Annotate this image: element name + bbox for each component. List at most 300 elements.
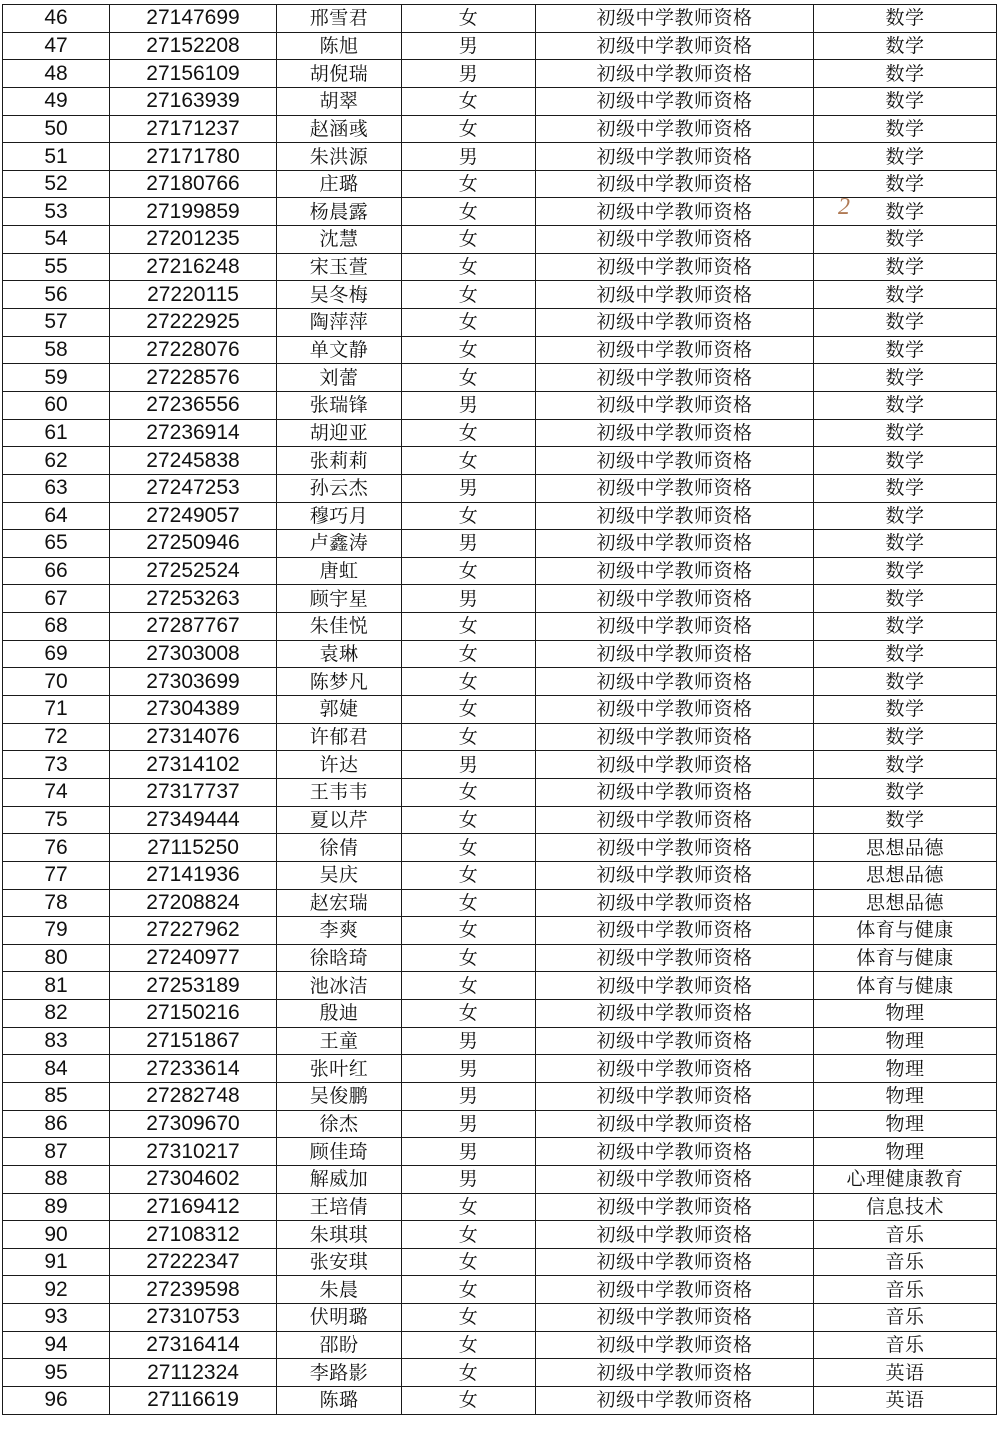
candidate-id-cell: 27245838: [110, 447, 277, 475]
subject-cell: 数学: [814, 32, 997, 60]
table-row: [3, 364, 997, 392]
gender-cell: 女: [402, 336, 536, 364]
gender-cell: 女: [402, 917, 536, 945]
gender-cell: 男: [402, 1138, 536, 1166]
qualification-cell: 初级中学教师资格: [536, 115, 814, 143]
qualification-cell: 初级中学教师资格: [536, 391, 814, 419]
candidate-name-cell: 许达: [277, 751, 402, 779]
candidate-id-cell: 27116619: [110, 1387, 277, 1415]
qualification-cell: 初级中学教师资格: [536, 309, 814, 337]
row-number-cell: 82: [3, 1000, 110, 1028]
row-number-cell: 80: [3, 944, 110, 972]
candidate-name-cell: 邵盼: [277, 1331, 402, 1359]
candidate-name-cell: 张瑞锋: [277, 391, 402, 419]
table-row: [3, 723, 997, 751]
subject-cell: 数学: [814, 253, 997, 281]
row-number-cell: 88: [3, 1165, 110, 1193]
qualification-cell: 初级中学教师资格: [536, 1082, 814, 1110]
table-row: [3, 1331, 997, 1359]
candidate-id-cell: 27316414: [110, 1331, 277, 1359]
candidate-name-cell: 顾宇星: [277, 585, 402, 613]
gender-cell: 女: [402, 1193, 536, 1221]
subject-cell: 数学: [814, 5, 997, 33]
subject-cell: 数学: [814, 336, 997, 364]
qualification-cell: 初级中学教师资格: [536, 944, 814, 972]
candidate-name-cell: 夏以芹: [277, 806, 402, 834]
qualification-cell: 初级中学教师资格: [536, 502, 814, 530]
subject-cell: 数学: [814, 502, 997, 530]
candidate-name-cell: 张莉莉: [277, 447, 402, 475]
row-number-cell: 78: [3, 889, 110, 917]
candidate-id-cell: 27236556: [110, 391, 277, 419]
gender-cell: 女: [402, 419, 536, 447]
table-row: [3, 1193, 997, 1221]
subject-cell: 数学: [814, 751, 997, 779]
row-number-cell: 48: [3, 60, 110, 88]
qualification-cell: 初级中学教师资格: [536, 613, 814, 641]
candidate-name-cell: 许郁君: [277, 723, 402, 751]
candidate-name-cell: 吴庆: [277, 861, 402, 889]
qualification-cell: 初级中学教师资格: [536, 1331, 814, 1359]
candidate-id-cell: 27282748: [110, 1082, 277, 1110]
row-number-cell: 72: [3, 723, 110, 751]
subject-cell: 音乐: [814, 1221, 997, 1249]
table-row: [3, 640, 997, 668]
row-number-cell: 69: [3, 640, 110, 668]
row-number-cell: 73: [3, 751, 110, 779]
subject-cell: 音乐: [814, 1331, 997, 1359]
gender-cell: 男: [402, 1027, 536, 1055]
candidate-id-cell: 27249057: [110, 502, 277, 530]
gender-cell: 女: [402, 861, 536, 889]
candidate-name-cell: 王培倩: [277, 1193, 402, 1221]
gender-cell: 女: [402, 1248, 536, 1276]
gender-cell: 女: [402, 1331, 536, 1359]
subject-cell: 数学: [814, 668, 997, 696]
row-number-cell: 71: [3, 696, 110, 724]
table-row: [3, 778, 997, 806]
table-row: [3, 447, 997, 475]
subject-cell: 数学: [814, 87, 997, 115]
row-number-cell: 63: [3, 474, 110, 502]
qualification-cell: 初级中学教师资格: [536, 1387, 814, 1415]
candidate-name-cell: 顾佳琦: [277, 1138, 402, 1166]
candidate-name-cell: 朱晨: [277, 1276, 402, 1304]
qualification-cell: 初级中学教师资格: [536, 253, 814, 281]
table-row: [3, 281, 997, 309]
gender-cell: 男: [402, 1165, 536, 1193]
gender-cell: 女: [402, 281, 536, 309]
table-row: [3, 502, 997, 530]
gender-cell: 女: [402, 613, 536, 641]
candidate-id-cell: 27304389: [110, 696, 277, 724]
gender-cell: 女: [402, 834, 536, 862]
candidate-name-cell: 吴俊鹏: [277, 1082, 402, 1110]
row-number-cell: 87: [3, 1138, 110, 1166]
subject-cell: 英语: [814, 1359, 997, 1387]
subject-cell: 数学: [814, 640, 997, 668]
candidate-name-cell: 王童: [277, 1027, 402, 1055]
candidate-id-cell: 27317737: [110, 778, 277, 806]
subject-cell: 数学: [814, 613, 997, 641]
row-number-cell: 81: [3, 972, 110, 1000]
gender-cell: 女: [402, 309, 536, 337]
table-row: [3, 1000, 997, 1028]
candidate-name-cell: 吴冬梅: [277, 281, 402, 309]
candidate-name-cell: 池冰洁: [277, 972, 402, 1000]
gender-cell: 女: [402, 944, 536, 972]
candidate-id-cell: 27247253: [110, 474, 277, 502]
qualification-cell: 初级中学教师资格: [536, 889, 814, 917]
candidate-id-cell: 27303699: [110, 668, 277, 696]
candidate-id-cell: 27169412: [110, 1193, 277, 1221]
row-number-cell: 59: [3, 364, 110, 392]
row-number-cell: 54: [3, 226, 110, 254]
subject-cell: 信息技术: [814, 1193, 997, 1221]
gender-cell: 女: [402, 889, 536, 917]
gender-cell: 女: [402, 502, 536, 530]
row-number-cell: 91: [3, 1248, 110, 1276]
qualification-cell: 初级中学教师资格: [536, 723, 814, 751]
row-number-cell: 52: [3, 170, 110, 198]
candidate-id-cell: 27222925: [110, 309, 277, 337]
qualification-cell: 初级中学教师资格: [536, 1055, 814, 1083]
table-row: [3, 419, 997, 447]
row-number-cell: 55: [3, 253, 110, 281]
row-number-cell: 89: [3, 1193, 110, 1221]
qualification-cell: 初级中学教师资格: [536, 1193, 814, 1221]
row-number-cell: 67: [3, 585, 110, 613]
gender-cell: 女: [402, 115, 536, 143]
subject-cell: 数学: [814, 60, 997, 88]
subject-cell: 体育与健康: [814, 944, 997, 972]
table-row: [3, 972, 997, 1000]
candidate-name-cell: 唐虹: [277, 557, 402, 585]
gender-cell: 女: [402, 1276, 536, 1304]
table-row: [3, 1027, 997, 1055]
subject-cell: 数学: [814, 447, 997, 475]
subject-cell: 物理: [814, 1082, 997, 1110]
subject-cell: 心理健康教育: [814, 1165, 997, 1193]
subject-cell: 数学: [814, 143, 997, 171]
gender-cell: 女: [402, 198, 536, 226]
row-number-cell: 76: [3, 834, 110, 862]
candidate-id-cell: 27310753: [110, 1304, 277, 1332]
qualification-cell: 初级中学教师资格: [536, 5, 814, 33]
candidate-name-cell: 陈梦凡: [277, 668, 402, 696]
subject-cell: 体育与健康: [814, 972, 997, 1000]
row-number-cell: 70: [3, 668, 110, 696]
table-row: [3, 696, 997, 724]
subject-cell: 音乐: [814, 1276, 997, 1304]
gender-cell: 女: [402, 226, 536, 254]
candidate-name-cell: 赵涵彧: [277, 115, 402, 143]
candidate-id-cell: 27201235: [110, 226, 277, 254]
candidate-id-cell: 27287767: [110, 613, 277, 641]
candidate-id-cell: 27152208: [110, 32, 277, 60]
qualification-cell: 初级中学教师资格: [536, 1221, 814, 1249]
table-row: [3, 917, 997, 945]
candidate-id-cell: 27303008: [110, 640, 277, 668]
table-row: [3, 32, 997, 60]
candidate-name-cell: 沈慧: [277, 226, 402, 254]
gender-cell: 男: [402, 1110, 536, 1138]
candidate-name-cell: 解威加: [277, 1165, 402, 1193]
gender-cell: 男: [402, 474, 536, 502]
candidate-name-cell: 朱琪琪: [277, 1221, 402, 1249]
qualification-cell: 初级中学教师资格: [536, 87, 814, 115]
qualification-cell: 初级中学教师资格: [536, 170, 814, 198]
subject-cell: 物理: [814, 1055, 997, 1083]
row-number-cell: 47: [3, 32, 110, 60]
qualification-cell: 初级中学教师资格: [536, 1359, 814, 1387]
candidate-name-cell: 孙云杰: [277, 474, 402, 502]
gender-cell: 男: [402, 585, 536, 613]
qualification-cell: 初级中学教师资格: [536, 226, 814, 254]
table-row: [3, 253, 997, 281]
gender-cell: 女: [402, 170, 536, 198]
gender-cell: 女: [402, 1221, 536, 1249]
subject-cell: 音乐: [814, 1248, 997, 1276]
candidate-name-cell: 徐杰: [277, 1110, 402, 1138]
table-row: [3, 1276, 997, 1304]
qualification-cell: 初级中学教师资格: [536, 834, 814, 862]
row-number-cell: 79: [3, 917, 110, 945]
table-row: [3, 1359, 997, 1387]
subject-cell: 数学: [814, 364, 997, 392]
row-number-cell: 86: [3, 1110, 110, 1138]
candidate-id-cell: 27151867: [110, 1027, 277, 1055]
subject-cell: 物理: [814, 1000, 997, 1028]
table-row: [3, 474, 997, 502]
candidate-name-cell: 朱洪源: [277, 143, 402, 171]
qualification-cell: 初级中学教师资格: [536, 1304, 814, 1332]
qualification-cell: 初级中学教师资格: [536, 1248, 814, 1276]
subject-cell: 数学: [814, 723, 997, 751]
row-number-cell: 58: [3, 336, 110, 364]
candidate-id-cell: 27171780: [110, 143, 277, 171]
row-number-cell: 75: [3, 806, 110, 834]
subject-cell: 数学: [814, 696, 997, 724]
subject-cell: 思想品德: [814, 861, 997, 889]
gender-cell: 女: [402, 778, 536, 806]
gender-cell: 女: [402, 640, 536, 668]
table-row: [3, 115, 997, 143]
row-number-cell: 92: [3, 1276, 110, 1304]
gender-cell: 女: [402, 696, 536, 724]
row-number-cell: 50: [3, 115, 110, 143]
table-row: [3, 751, 997, 779]
row-number-cell: 62: [3, 447, 110, 475]
row-number-cell: 96: [3, 1387, 110, 1415]
candidate-name-cell: 王韦韦: [277, 778, 402, 806]
candidate-name-cell: 胡倪瑞: [277, 60, 402, 88]
row-number-cell: 46: [3, 5, 110, 33]
candidate-id-cell: 27253263: [110, 585, 277, 613]
subject-cell: 思想品德: [814, 834, 997, 862]
candidate-name-cell: 李爽: [277, 917, 402, 945]
gender-cell: 男: [402, 751, 536, 779]
table-row: [3, 5, 997, 33]
row-number-cell: 84: [3, 1055, 110, 1083]
candidate-name-cell: 单文静: [277, 336, 402, 364]
table-row: [3, 889, 997, 917]
table-row: [3, 226, 997, 254]
candidate-name-cell: 张安琪: [277, 1248, 402, 1276]
subject-cell: 数学: [814, 530, 997, 558]
qualification-cell: 初级中学教师资格: [536, 1000, 814, 1028]
qualification-cell: 初级中学教师资格: [536, 1276, 814, 1304]
candidate-name-cell: 伏明璐: [277, 1304, 402, 1332]
page-mark: 2: [838, 194, 850, 220]
candidate-id-cell: 27349444: [110, 806, 277, 834]
qualification-cell: 初级中学教师资格: [536, 640, 814, 668]
table-row: [3, 1248, 997, 1276]
candidate-id-cell: 27227962: [110, 917, 277, 945]
candidate-id-cell: 27309670: [110, 1110, 277, 1138]
gender-cell: 女: [402, 723, 536, 751]
row-number-cell: 83: [3, 1027, 110, 1055]
candidate-name-cell: 卢鑫涛: [277, 530, 402, 558]
gender-cell: 女: [402, 972, 536, 1000]
subject-cell: 数学: [814, 198, 997, 226]
candidate-name-cell: 陈旭: [277, 32, 402, 60]
gender-cell: 女: [402, 1387, 536, 1415]
table-row: [3, 1055, 997, 1083]
table-row: [3, 1165, 997, 1193]
qualification-cell: 初级中学教师资格: [536, 972, 814, 1000]
subject-cell: 数学: [814, 419, 997, 447]
candidate-id-cell: 27314076: [110, 723, 277, 751]
table-row: [3, 585, 997, 613]
candidate-id-cell: 27252524: [110, 557, 277, 585]
row-number-cell: 85: [3, 1082, 110, 1110]
qualification-cell: 初级中学教师资格: [536, 364, 814, 392]
candidate-name-cell: 袁琳: [277, 640, 402, 668]
qualification-cell: 初级中学教师资格: [536, 281, 814, 309]
qualification-cell: 初级中学教师资格: [536, 419, 814, 447]
row-number-cell: 93: [3, 1304, 110, 1332]
table-row: [3, 944, 997, 972]
subject-cell: 英语: [814, 1387, 997, 1415]
row-number-cell: 68: [3, 613, 110, 641]
candidate-id-cell: 27310217: [110, 1138, 277, 1166]
candidate-id-cell: 27115250: [110, 834, 277, 862]
row-number-cell: 51: [3, 143, 110, 171]
gender-cell: 男: [402, 60, 536, 88]
candidate-name-cell: 陈璐: [277, 1387, 402, 1415]
table-row: [3, 1221, 997, 1249]
candidate-id-cell: 27108312: [110, 1221, 277, 1249]
subject-cell: 物理: [814, 1110, 997, 1138]
qualification-cell: 初级中学教师资格: [536, 143, 814, 171]
qualification-cell: 初级中学教师资格: [536, 806, 814, 834]
candidate-name-cell: 徐晗琦: [277, 944, 402, 972]
table-row: [3, 557, 997, 585]
subject-cell: 物理: [814, 1138, 997, 1166]
qualification-cell: 初级中学教师资格: [536, 1138, 814, 1166]
candidate-name-cell: 胡翠: [277, 87, 402, 115]
qualification-cell: 初级中学教师资格: [536, 447, 814, 475]
candidate-name-cell: 胡迎亚: [277, 419, 402, 447]
candidate-id-cell: 27228576: [110, 364, 277, 392]
table-row: [3, 143, 997, 171]
qualification-cell: 初级中学教师资格: [536, 60, 814, 88]
table-row: [3, 806, 997, 834]
candidate-name-cell: 刘蕾: [277, 364, 402, 392]
gender-cell: 女: [402, 1304, 536, 1332]
candidate-id-cell: 27216248: [110, 253, 277, 281]
gender-cell: 男: [402, 1055, 536, 1083]
table-row: [3, 87, 997, 115]
gender-cell: 男: [402, 1082, 536, 1110]
candidate-id-cell: 27147699: [110, 5, 277, 33]
candidate-id-cell: 27208824: [110, 889, 277, 917]
row-number-cell: 56: [3, 281, 110, 309]
row-number-cell: 57: [3, 309, 110, 337]
candidate-id-cell: 27253189: [110, 972, 277, 1000]
candidate-name-cell: 张叶红: [277, 1055, 402, 1083]
row-number-cell: 64: [3, 502, 110, 530]
table-row: [3, 336, 997, 364]
table-row: [3, 613, 997, 641]
candidate-name-cell: 郭婕: [277, 696, 402, 724]
qualification-cell: 初级中学教师资格: [536, 530, 814, 558]
row-number-cell: 94: [3, 1331, 110, 1359]
qualification-cell: 初级中学教师资格: [536, 917, 814, 945]
table-row: [3, 668, 997, 696]
candidate-name-cell: 赵宏瑞: [277, 889, 402, 917]
candidate-id-cell: 27250946: [110, 530, 277, 558]
table-row: [3, 1082, 997, 1110]
subject-cell: 数学: [814, 281, 997, 309]
candidate-id-cell: 27171237: [110, 115, 277, 143]
candidate-name-cell: 李路影: [277, 1359, 402, 1387]
qualification-cell: 初级中学教师资格: [536, 198, 814, 226]
qualification-cell: 初级中学教师资格: [536, 474, 814, 502]
table-row: [3, 861, 997, 889]
candidate-id-cell: 27239598: [110, 1276, 277, 1304]
qualification-cell: 初级中学教师资格: [536, 861, 814, 889]
qualification-cell: 初级中学教师资格: [536, 751, 814, 779]
subject-cell: 数学: [814, 115, 997, 143]
qualification-cell: 初级中学教师资格: [536, 1165, 814, 1193]
candidate-id-cell: 27180766: [110, 170, 277, 198]
candidate-id-cell: 27199859: [110, 198, 277, 226]
table-row: [3, 309, 997, 337]
candidate-name-cell: 杨晨露: [277, 198, 402, 226]
table-row: [3, 391, 997, 419]
candidate-id-cell: 27222347: [110, 1248, 277, 1276]
row-number-cell: 53: [3, 198, 110, 226]
row-number-cell: 77: [3, 861, 110, 889]
row-number-cell: 60: [3, 391, 110, 419]
qualification-cell: 初级中学教师资格: [536, 1110, 814, 1138]
row-number-cell: 74: [3, 778, 110, 806]
candidate-name-cell: 朱佳悦: [277, 613, 402, 641]
candidate-name-cell: 邢雪君: [277, 5, 402, 33]
candidate-id-cell: 27141936: [110, 861, 277, 889]
subject-cell: 数学: [814, 778, 997, 806]
subject-cell: 数学: [814, 806, 997, 834]
candidate-id-cell: 27304602: [110, 1165, 277, 1193]
gender-cell: 男: [402, 143, 536, 171]
table-row: [3, 1138, 997, 1166]
qualification-cell: 初级中学教师资格: [536, 557, 814, 585]
table-row: [3, 1304, 997, 1332]
row-number-cell: 65: [3, 530, 110, 558]
table-row: [3, 834, 997, 862]
